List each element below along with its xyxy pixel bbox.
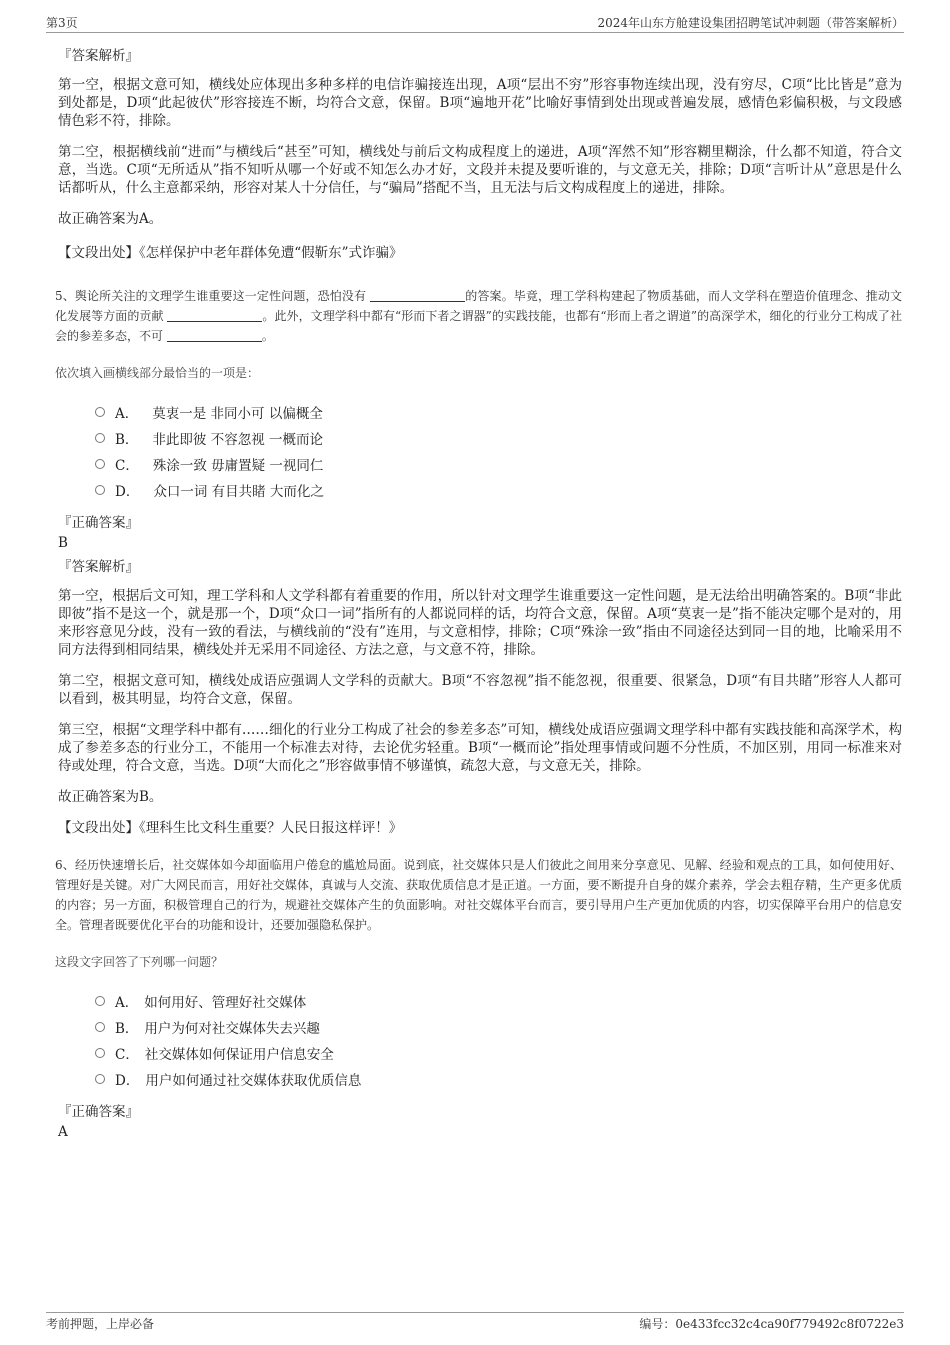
q5-analysis-para-3: 第三空，根据“文理学科中都有……细化的行业分工构成了社会的参差多态”可知，横线处成语应强调文理学科中都有实践技能和高深学术，构成了参差多态的行业分工，不能用一个标准去对待，去论优劣轻重。B项“一概而论”指处理事情或问题不分性质，不加区别，用同一标准来对待或处理，符合文意，当选。D项“大而化之”形容做事情不够谨慎，疏忽大意，与文意无关，排除。	[58, 722, 902, 774]
q5-analysis-label: 『答案解析』	[58, 559, 139, 575]
q5-blank-3	[167, 329, 262, 342]
q5-option-c[interactable]: C． 殊涂一致 毋庸置疑 一视同仁	[95, 451, 902, 477]
footer-slogan: 考前押题，上岸必备	[46, 1316, 155, 1331]
q6-answer-label: 『正确答案』	[58, 1104, 139, 1120]
q5-blank-1	[370, 289, 465, 302]
radio-icon[interactable]	[95, 407, 105, 417]
q5-answer: B	[58, 535, 68, 551]
q5-options	[95, 399, 902, 503]
q4-analysis-para-1: 第一空，根据文意可知，横线处应体现出多种多样的电信诈骗接连出现，A项“层出不穷”形容事物连续出现，没有穷尽，C项“比比皆是”意为到处都是，D项“此起彼伏”形容接连不断，均符合文意，保留。B项“遍地开花”比喻好事情到处出现或普遍发展，感情色彩偏积极，与文段感情色彩不符，排除。	[58, 77, 902, 129]
document-title: 2024年山东方舱建设集团招聘笔试冲刺题（带答案解析）	[597, 15, 904, 30]
q4-analysis-para-2: 第二空，根据横线前“进而”与横线后“甚至”可知，横线处与前后文构成程度上的递进，A项“浑然不知”形容糊里糊涂，什么都不知道，符合文意，当选。C项“无所适从”指不知听从哪一个好或不知怎么办才好，文段并未提及要听谁的，与文意无关，排除；D项“言听计从”意思是什么话都听从，什么主意都采纳，形容对某人十分信任，与“骗局”搭配不当，且无法与后文构成程度上的递进，排除。	[58, 144, 902, 196]
page-content	[55, 44, 902, 1144]
q5-answer-label: 『正确答案』	[58, 515, 139, 531]
radio-icon[interactable]	[95, 1074, 105, 1084]
radio-icon[interactable]	[95, 433, 105, 443]
q6-option-d[interactable]: D． 用户如何通过社交媒体获取优质信息	[95, 1066, 902, 1092]
q5-conclusion: 故正确答案为B。	[58, 789, 163, 805]
radio-icon[interactable]	[95, 1048, 105, 1058]
q6-options	[95, 988, 902, 1092]
q6-instruction: 这段文字回答了下列哪一问题？	[55, 955, 224, 969]
q5-number: 5、	[55, 289, 75, 303]
q6-stem: 6、经历快速增长后，社交媒体如今却面临用户倦怠的尴尬局面。说到底，社交媒体只是人们彼此之间用来分享意见、见解、经验和观点的工具，如何使用好、管理好是关键。对广大网民而言，用好社交媒体，真诚与人交流、获取优质信息才是正道。一方面，要不断提升自身的媒介素养，学会去粗存精，生产更多优质的内容；另一方面，积极管理自己的行为，规避社交媒体产生的负面影响。对社交媒体平台而言，要引导用户生产更加优质的内容，切实保障平台用户的信息安全。管理者既要优化平台的功能和设计，还要加强隐私保护。	[55, 858, 902, 932]
radio-icon[interactable]	[95, 996, 105, 1006]
q4-analysis-label: 『答案解析』	[58, 48, 139, 64]
q5-option-d[interactable]: D． 众口一词 有目共睹 大而化之	[95, 477, 902, 503]
q6-option-c[interactable]: C． 社交媒体如何保证用户信息安全	[95, 1040, 902, 1066]
q4-source: 【文段出处】《怎样保护中老年群体免遭“假靳东”式诈骗》	[58, 245, 403, 261]
q5-analysis-para-1: 第一空，根据后文可知，理工学科和人文学科都有着重要的作用，所以针对文理学生谁重要这一定性问题，是无法给出明确答案的。B项“非此即彼”指不是这一个，就是那一个，D项“众口一词”指所有的人都说同样的话，均符合文意，保留。A项“莫衷一是”指不能决定哪个是对的，用来形容意见分歧，没有一致的看法，与横线前的“没有”连用，与文意相悖，排除；C项“殊涂一致”指由不同途径达到同一目的地，比喻采用不同方法得到相同结果，横线处并无采用不同途径、方法之意，与文意不符，排除。	[58, 588, 902, 658]
q5-option-a[interactable]: A． 莫衷一是 非同小可 以偏概全	[95, 399, 902, 425]
radio-icon[interactable]	[95, 1022, 105, 1032]
q5-option-b[interactable]: B． 非此即彼 不容忽视 一概而论	[95, 425, 902, 451]
q6-option-b[interactable]: B． 用户为何对社交媒体失去兴趣	[95, 1014, 902, 1040]
q6-number: 6、	[55, 858, 75, 872]
q5-stem: 5、舆论所关注的文理学生谁重要这一定性问题，恐怕没有 的答案。毕竟，理工学科构建起了物质基础，而人文学科在塑造价值理念、推动文化发展等方面的贡献 。此外，文理学科中都有“形而下者之谓器”的实践技能，也都有“形而上者之谓道”的高深学术，细化的行业分工构成了社会的参差多态，不可 。	[55, 289, 902, 343]
page-footer	[46, 1312, 904, 1333]
q5-analysis-para-2: 第二空，根据文意可知，横线处成语应强调人文学科的贡献大。B项“不容忽视”指不能忽视，很重要、很紧急，D项“有目共睹”形容人人都可以看到，极其明显，均符合文意，保留。	[58, 673, 902, 707]
q5-blank-2	[167, 309, 262, 322]
radio-icon[interactable]	[95, 459, 105, 469]
page-header	[46, 12, 904, 33]
document-id: 编号：0e433fcc32c4ca90f779492c8f0722e3	[639, 1316, 904, 1331]
radio-icon[interactable]	[95, 485, 105, 495]
q6-answer: A	[58, 1124, 68, 1140]
q6-option-a[interactable]: A． 如何用好、管理好社交媒体	[95, 988, 902, 1014]
q4-conclusion: 故正确答案为A。	[58, 211, 163, 227]
q5-instruction: 依次填入画横线部分最恰当的一项是：	[55, 366, 260, 380]
page-number: 第3页	[46, 15, 78, 30]
q5-source: 【文段出处】《理科生比文科生重要？人民日报这样评！》	[58, 820, 403, 836]
